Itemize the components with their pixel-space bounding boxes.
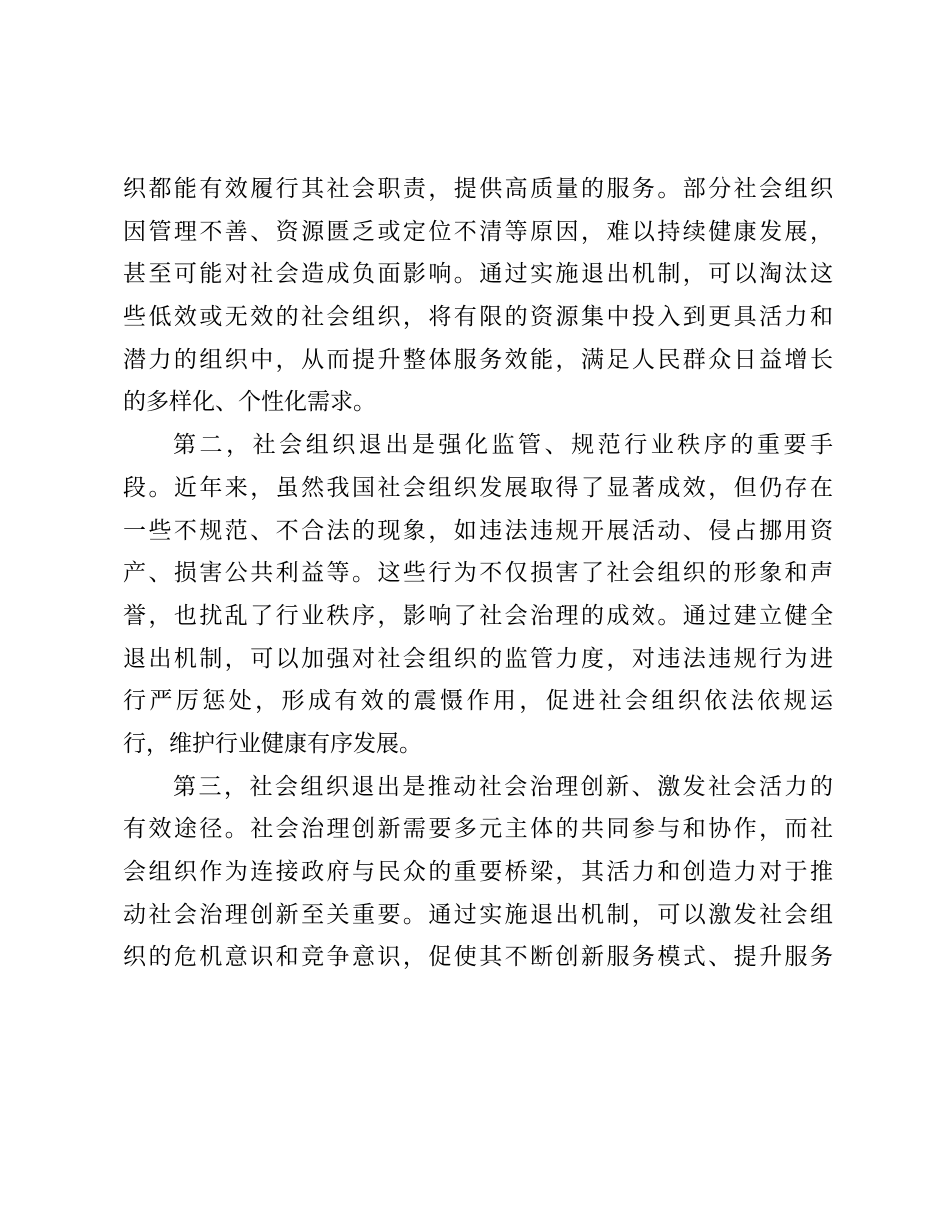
text-line: 织的危机意识和竞争意识，促使其不断创新服务模式、提升服务 — [123, 944, 833, 971]
paragraph-first-line: 第三，社会组织退出是推动社会治理创新、激发社会活力的 — [173, 773, 833, 800]
text-line: 产、损害公共利益等。这些行为不仅损害了社会组织的形象和声 — [123, 560, 833, 587]
text-line: 誉，也扰乱了行业秩序，影响了社会治理的成效。通过建立健全 — [123, 602, 833, 629]
text-line: 会组织作为连接政府与民众的重要桥梁，其活力和创造力对于推 — [123, 859, 833, 885]
text-line: 一些不规范、不合法的现象，如违法违规开展活动、侵占挪用资 — [123, 517, 833, 544]
text-line: 行，维护行业健康有序发展。 — [123, 730, 422, 757]
text-line: 织都能有效履行其社会职责，提供高质量的服务。部分社会组织 — [123, 176, 833, 202]
text-line: 有效途径。社会治理创新需要多元主体的共同参与和协作，而社 — [123, 816, 833, 843]
body-text — [123, 168, 833, 979]
text-line: 因管理不善、资源匮乏或定位不清等原因，难以持续健康发展， — [123, 218, 833, 245]
text-line: 退出机制，可以加强对社会组织的监管力度，对违法违规行为进 — [123, 645, 833, 672]
text-line: 些低效或无效的社会组织，将有限的资源集中投入到更具活力和 — [123, 304, 833, 331]
text-line: 动社会治理创新至关重要。通过实施退出机制，可以激发社会组 — [123, 901, 833, 928]
text-line: 段。近年来，虽然我国社会组织发展取得了显著成效，但仍存在 — [123, 474, 833, 501]
text-line: 甚至可能对社会造成负面影响。通过实施退出机制，可以淘汰这 — [123, 261, 833, 288]
text-line: 行严厉惩处，形成有效的震慑作用，促进社会组织依法依规运 — [123, 688, 833, 715]
text-line: 的多样化、个性化需求。 — [123, 389, 376, 416]
text-line: 潜力的组织中，从而提升整体服务效能，满足人民群众日益增长 — [123, 346, 833, 373]
paragraph-first-line: 第二，社会组织退出是强化监管、规范行业秩序的重要手 — [173, 432, 833, 459]
